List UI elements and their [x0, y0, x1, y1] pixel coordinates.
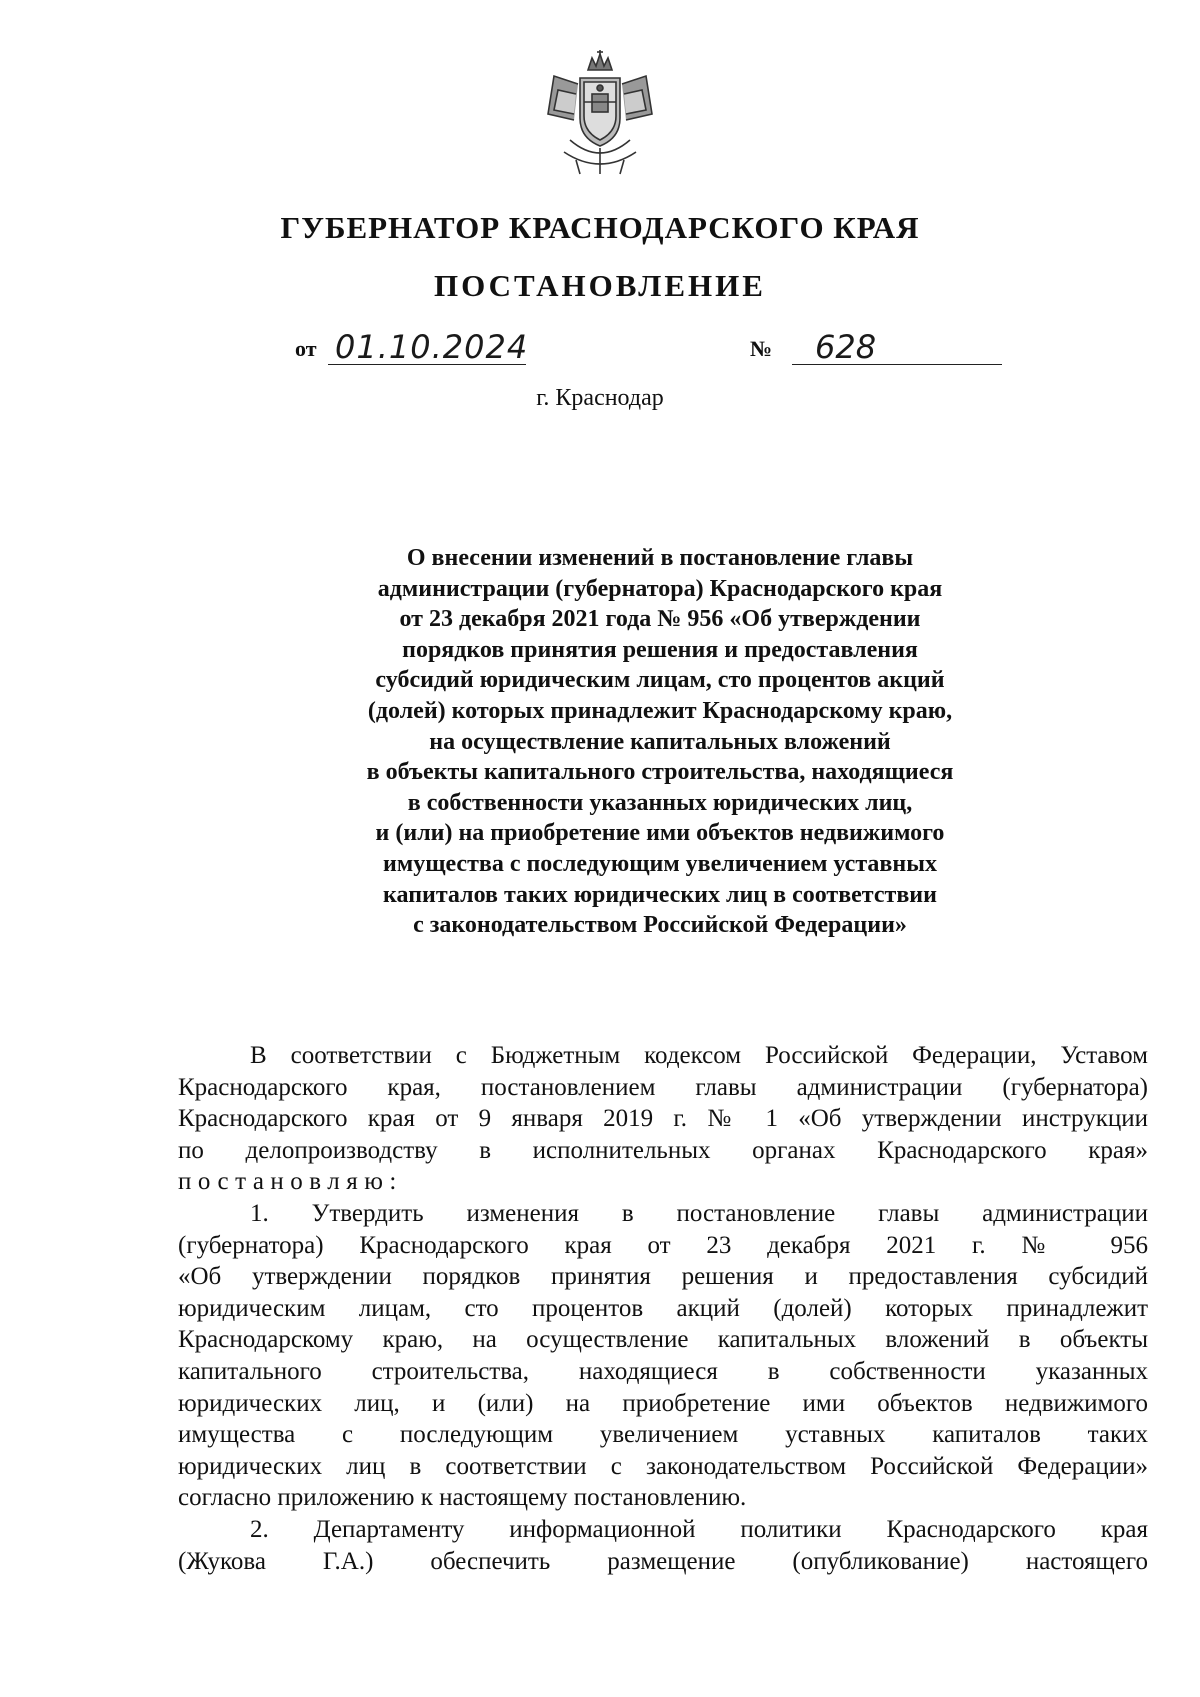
subject-line: в объекты капитального строительства, находящиеся [366, 759, 954, 786]
body-line: Краснодарскому краю, на осуществление капитальных вложений в объекты [178, 1326, 1148, 1354]
body-line-item-2: 2. Департаменту информационной политики Краснодарского края [250, 1515, 1148, 1543]
body-line: капитального строительства, находящиеся в собственности указанных [178, 1357, 1148, 1385]
subject-line: и (или) на приобретение ими объектов недвижимого [375, 820, 945, 847]
subject-line: на осуществление капитальных вложений [429, 728, 891, 755]
body-line-item-1: 1. Утвердить изменения в постановление главы администрации [250, 1199, 1148, 1227]
body-line: по делопроизводству в исполнительных органах Краснодарского края» [178, 1136, 1148, 1164]
subject-line: (долей) которых принадлежит Краснодарскому краю, [367, 697, 953, 724]
coat-of-arms-emblem [540, 48, 660, 180]
subject-line: порядков принятия решения и предоставления [402, 636, 918, 663]
body-line: юридических лиц в соответствии с законодательством Российской Федерации» [178, 1452, 1148, 1480]
body-line-decree-word: постановляю: [178, 1168, 403, 1196]
date-label: от [295, 336, 317, 361]
issuing-authority: ГУБЕРНАТОР КРАСНОДАРСКОГО КРАЯ [280, 210, 920, 245]
subject-line: в собственности указанных юридических лиц, [407, 789, 913, 816]
body-line: Краснодарского края, постановлением главы администрации (губернатора) [178, 1073, 1148, 1101]
body-line: В соответствии с Бюджетным кодексом Российской Федерации, Уставом [250, 1042, 1148, 1069]
number-value: 628 [815, 328, 877, 366]
body-line: юридических лиц, и (или) на приобретение ими объектов недвижимого [178, 1389, 1148, 1417]
number-label: № [750, 336, 773, 361]
document-type: ПОСТАНОВЛЕНИЕ [434, 268, 766, 303]
subject-line: капиталов таких юридических лиц в соответствии [383, 881, 937, 908]
body-line: имущества с последующим увеличением уставных капиталов таких [178, 1421, 1148, 1449]
city: г. Краснодар [536, 385, 664, 411]
subject-line: субсидий юридическим лицам, сто процентов акций [375, 667, 945, 694]
subject-line: имущества с последующим увеличением уставных [383, 850, 937, 877]
subject-line: с законодательством Российской Федерации» [413, 912, 907, 939]
subject-line: О внесении изменений в постановление главы [406, 545, 914, 571]
body-line: (Жукова Г.А.) обеспечить размещение (опубликование) настоящего [178, 1547, 1148, 1575]
document-subject [300, 543, 1020, 941]
body-line: юридическим лицам, сто процентов акций (долей) которых принадлежит [178, 1294, 1148, 1322]
subject-line: администрации (губернатора) Краснодарского края [377, 575, 943, 602]
document-body [178, 1040, 1148, 1577]
date-number-row [295, 330, 1035, 370]
body-line: (губернатора) Краснодарского края от 23 декабря 2021 г. № 956 [178, 1231, 1148, 1259]
body-line: «Об утверждении порядков принятия решения и предоставления субсидий [178, 1263, 1148, 1291]
date-value: 01.10.2024 [335, 328, 529, 366]
body-line: согласно приложению к настоящему постановлению. [178, 1484, 747, 1512]
body-line: Краснодарского края от 9 января 2019 г. № 1 «Об утверждении инструкции [178, 1105, 1148, 1133]
subject-line: от 23 декабря 2021 года № 956 «Об утверждении [399, 606, 921, 633]
